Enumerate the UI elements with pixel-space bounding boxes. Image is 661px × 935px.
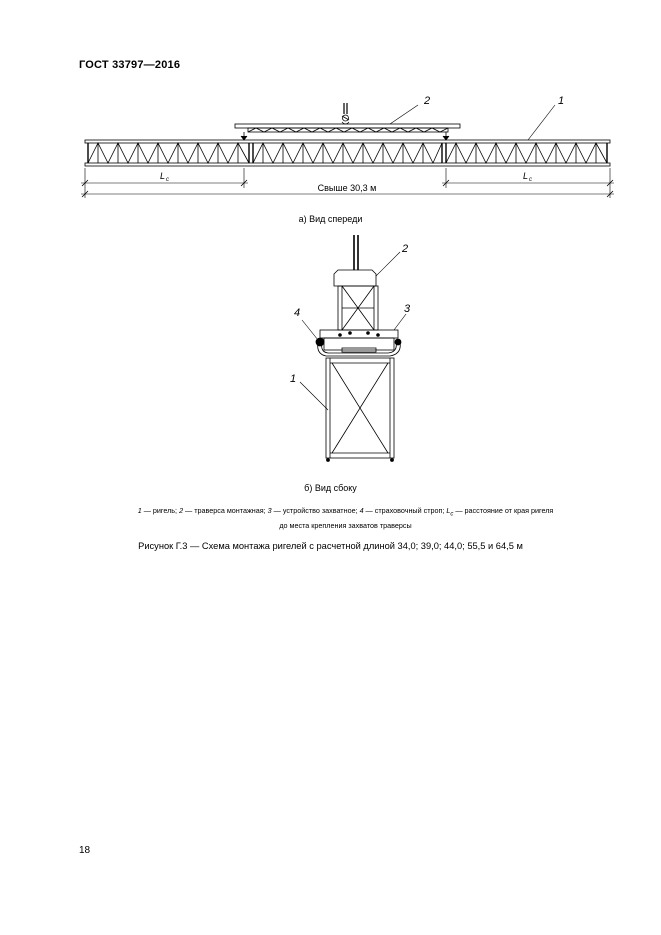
legend-num-1: 1 [137, 506, 142, 515]
figure-legend [85, 505, 606, 531]
legend-text-2: — траверса монтажная; [183, 506, 268, 515]
legend-num-3: 3 [267, 506, 272, 515]
legend-line-1 [85, 505, 606, 520]
front-view-drawing [80, 90, 615, 210]
legend-text-3: — устройство захватное; [271, 506, 360, 515]
legend-symbol-l: L [446, 506, 451, 515]
legend-num-4: 4 [359, 506, 364, 515]
side-callout-2: 2 [402, 243, 409, 255]
side-view-caption: б) Вид сбоку [304, 483, 357, 493]
legend-line-2: до места крепления захватов траверсы [279, 521, 412, 531]
legend-text-1: — ригель; [141, 506, 180, 515]
side-callout-4: 4 [294, 307, 301, 319]
front-callout-1: 1 [558, 95, 565, 107]
dim-label-right: L [523, 171, 529, 181]
span-dimension-label: Свыше 30,3 м [317, 183, 377, 193]
side-view-drawing [280, 230, 430, 470]
dim-label-right-sub: c [529, 177, 532, 183]
front-view-caption: а) Вид спереди [298, 214, 363, 224]
side-callout-1: 1 [290, 373, 297, 385]
legend-text-4: — страховочный строп; [363, 506, 447, 515]
front-callout-2: 2 [424, 95, 431, 107]
dim-label-left: L [160, 171, 166, 181]
dim-label-left-sub: c [166, 177, 169, 183]
page-number: 18 [79, 845, 91, 856]
legend-symbol-sub: c [450, 511, 454, 518]
figure-title: Рисунок Г.3 — Схема монтажа ригелей с расчетной длиной 34,0; 39,0; 44,0; 55,5 и 64,5 м [138, 541, 523, 551]
side-callout-3: 3 [404, 303, 411, 315]
legend-num-2: 2 [179, 506, 184, 515]
legend-text-5: — расстояние от края ригеля [453, 506, 554, 515]
document-header: ГОСТ 33797—2016 [79, 59, 181, 71]
